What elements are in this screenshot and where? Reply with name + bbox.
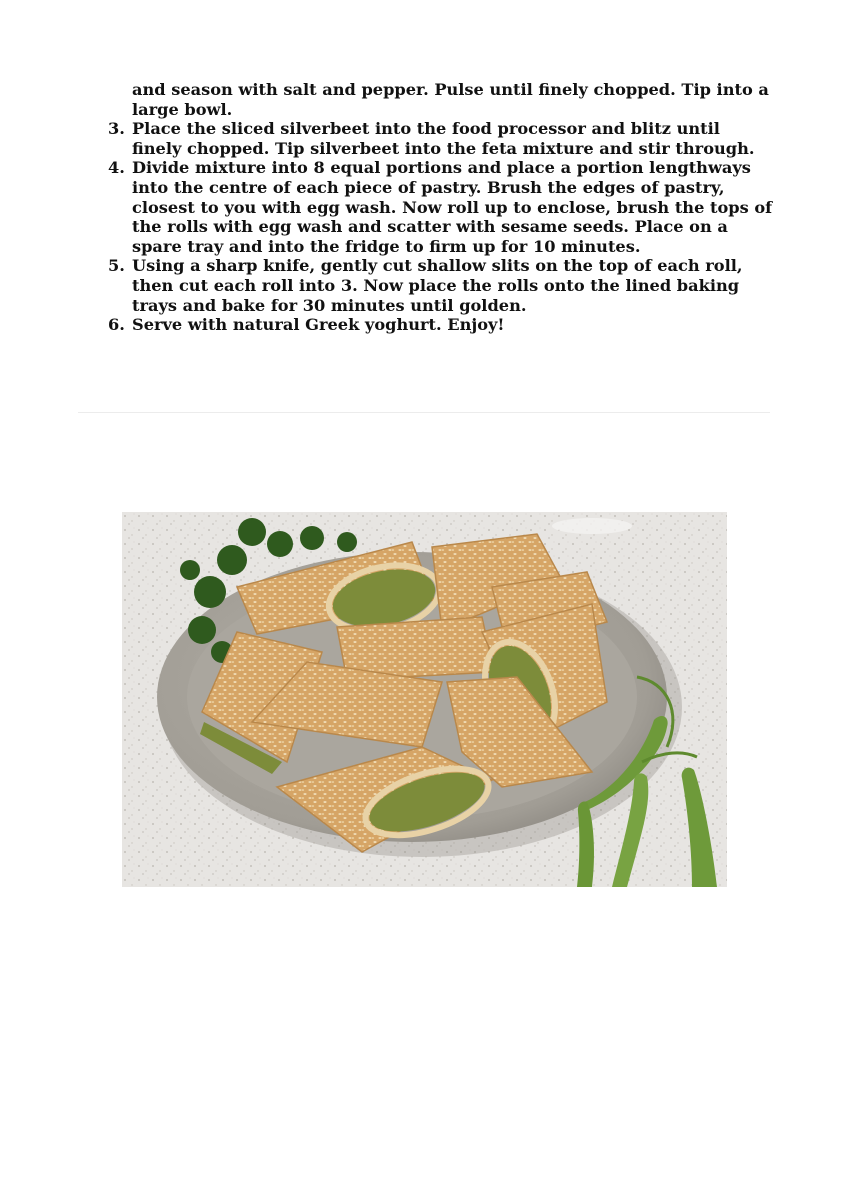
step-number: 3. <box>108 119 125 139</box>
step-text: Divide mixture into 8 equal portions and place a portion lengthways into the centre of each piece of pastry. Brush the edges of pastry, closest to you with egg wash. Now roll up to enclose, brush the tops of the rolls with egg wash and scatter with sesame seeds. Place on a spare tray and into the fridge to firm up for 10 minutes. <box>132 158 773 256</box>
section-divider <box>78 412 770 413</box>
method-steps <box>108 80 773 335</box>
step-text: Serve with natural Greek yoghurt. Enjoy! <box>132 315 505 335</box>
method-step-5 <box>108 256 773 315</box>
step-text: Using a sharp knife, gently cut shallow slits on the top of each roll, then cut each roll into 3. Now place the rolls onto the lined baking trays and bake for 30 minutes until golden. <box>132 256 743 315</box>
step-number: 6. <box>108 315 125 335</box>
step-number: 4. <box>108 158 125 178</box>
method-step-4 <box>108 158 773 256</box>
method-step-6 <box>108 315 773 335</box>
method-step-3 <box>108 119 773 158</box>
step-text: Place the sliced silverbeet into the food processor and blitz until finely chopped. Tip silverbeet into the feta mixture and stir through. <box>132 119 755 158</box>
sausage-rolls-photo <box>122 512 727 887</box>
continuation-text: and season with salt and pepper. Pulse until finely chopped. Tip into a large bowl. <box>132 80 769 119</box>
method-continuation <box>108 80 773 119</box>
step-number: 5. <box>108 256 125 276</box>
